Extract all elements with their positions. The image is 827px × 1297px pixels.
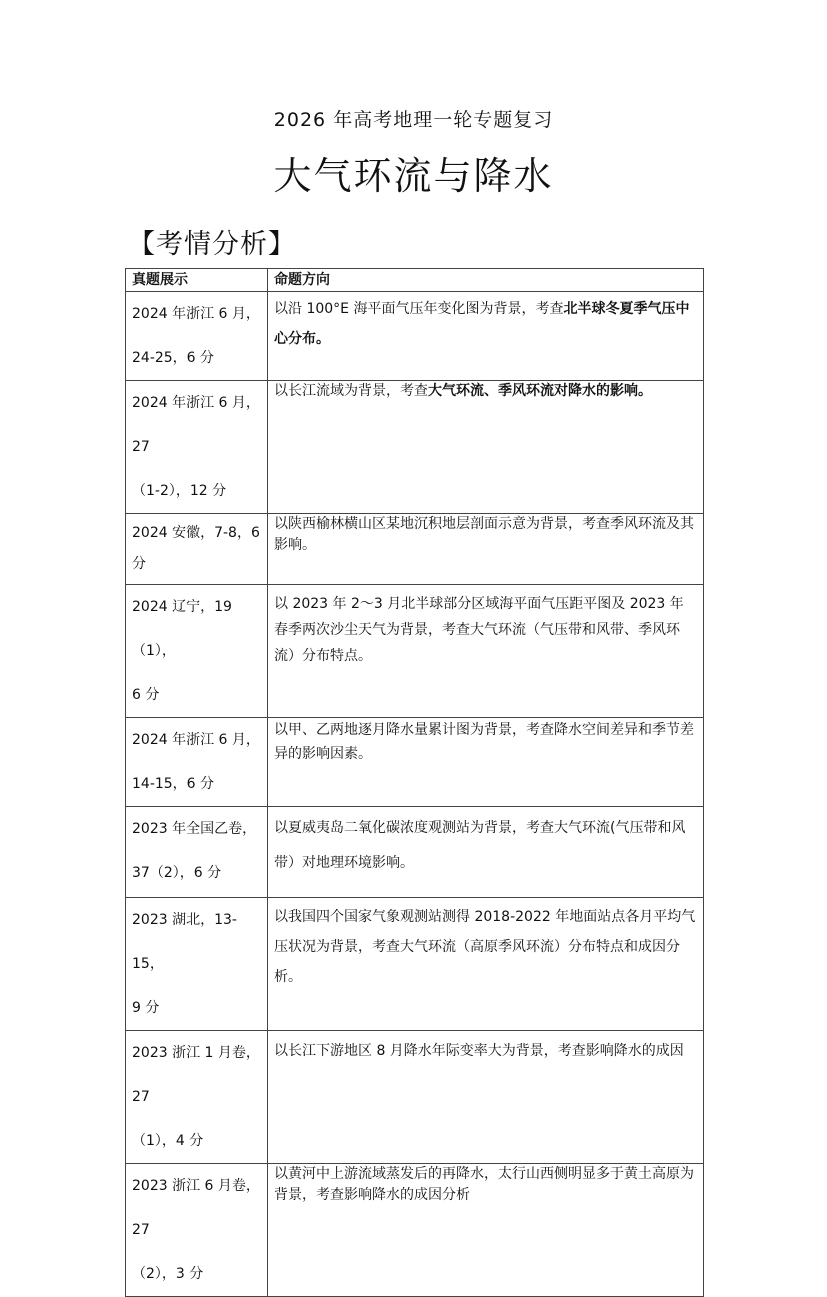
direction-cell: 以沿 100°E 海平面气压年变化图为背景，考查北半球冬夏季气压中心分布。 xyxy=(268,292,704,381)
direction-cell: 以黄河中上游流域蒸发后的再降水，太行山西侧明显多于黄土高原为背景，考查影响降水的成因分析 xyxy=(268,1164,704,1297)
direction-cell: 以 2023 年 2～3 月北半球部分区域海平面气压距平图及 2023 年春季两次沙尘天气为背景，考查大气环流（气压带和风带、季风环流）分布特点。 xyxy=(268,585,704,718)
column-header-direction: 命题方向 xyxy=(268,269,704,292)
table-row xyxy=(126,1031,704,1164)
exam-cell: 2023 年全国乙卷， 37（2），6 分 xyxy=(126,807,268,898)
table-row xyxy=(126,1164,704,1297)
exam-cell: 2024 年浙江 6 月， 14-15，6 分 xyxy=(126,718,268,807)
section-heading: 【考情分析】 xyxy=(128,229,296,260)
exam-cell: 2023 浙江 1 月卷，27 （1），4 分 xyxy=(126,1031,268,1164)
exam-cell: 2023 浙江 6 月卷，27 （2），3 分 xyxy=(126,1164,268,1297)
table-header-row xyxy=(126,269,704,292)
document-title: 大气环流与降水 xyxy=(273,154,554,198)
table-row xyxy=(126,898,704,1031)
document-subtitle: 2026 年高考地理一轮专题复习 xyxy=(273,109,554,131)
table-row xyxy=(126,585,704,718)
exam-cell: 2024 辽宁，19（1）， 6 分 xyxy=(126,585,268,718)
exam-cell: 2024 年浙江 6 月，27 （1-2），12 分 xyxy=(126,381,268,514)
table-row xyxy=(126,292,704,381)
direction-cell: 以甲、乙两地逐月降水量累计图为背景，考查降水空间差异和季节差异的影响因素。 xyxy=(268,718,704,807)
direction-cell: 以长江流域为背景，考查大气环流、季风环流对降水的影响。 xyxy=(268,381,704,514)
table-row xyxy=(126,807,704,898)
direction-cell: 以长江下游地区 8 月降水年际变率大为背景，考查影响降水的成因 xyxy=(268,1031,704,1164)
exam-cell: 2024 安徽，7-8，6 分 xyxy=(126,514,268,585)
exam-cell: 2023 湖北，13-15， 9 分 xyxy=(126,898,268,1031)
exam-analysis-table xyxy=(125,268,704,1297)
column-header-exam: 真题展示 xyxy=(126,269,268,292)
exam-cell: 2024 年浙江 6 月， 24-25，6 分 xyxy=(126,292,268,381)
table-row xyxy=(126,381,704,514)
direction-cell: 以夏威夷岛二氧化碳浓度观测站为背景，考查大气环流(气压带和风带）对地理环境影响。 xyxy=(268,807,704,898)
table-row xyxy=(126,718,704,807)
direction-cell: 以陕西榆林横山区某地沉积地层剖面示意为背景，考查季风环流及其影响。 xyxy=(268,514,704,585)
table-row xyxy=(126,514,704,585)
direction-cell: 以我国四个国家气象观测站测得 2018-2022 年地面站点各月平均气压状况为背景，考查大气环流（高原季风环流）分布特点和成因分析。 xyxy=(268,898,704,1031)
